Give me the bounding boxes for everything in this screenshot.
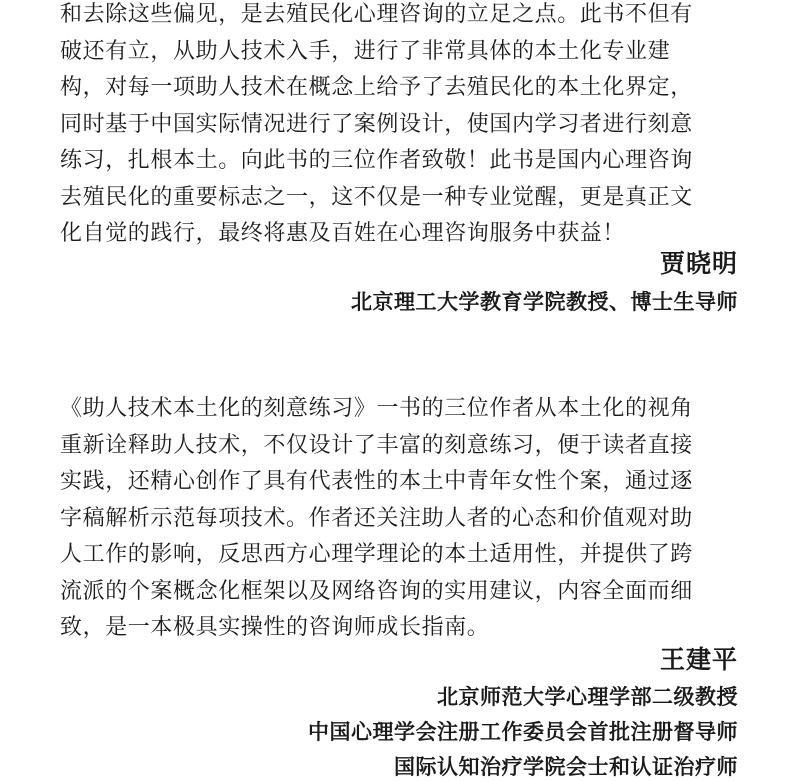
endorsement-2-line: 《助人技术本土化的刻意练习》一书的三位作者从本土化的视角 <box>60 396 693 421</box>
endorsement-2-line: 实践，还精心创作了具有代表性的本土中青年女性个案，通过逐 <box>60 469 693 494</box>
endorsement-2-line: 致，是一本极具实操性的咨询师成长指南。 <box>60 615 490 640</box>
endorsement-2-author-title: 北京师范大学心理学部二级教授 <box>437 685 738 709</box>
endorsement-1-text <box>60 0 740 253</box>
endorsement-2-author: 王建平 <box>659 645 738 674</box>
endorsement-2-line: 重新诠释助人技术，不仅设计了丰富的刻意练习，便于读者直接 <box>60 432 693 458</box>
endorsement-2-line: 字稿解析示范每项技术。作者还关注助人者的心态和价值观对助 <box>60 505 693 531</box>
endorsement-1-line: 去殖民化的重要标志之一，这不仅是一种专业觉醒，更是真正文 <box>60 184 693 210</box>
endorsement-2-author-title: 中国心理学会注册工作委员会首批注册督导师 <box>308 720 738 744</box>
endorsement-1-line: 破还有立，从助人技术入手，进行了非常具体的本土化专业建 <box>60 38 671 64</box>
endorsement-2-author-title: 国际认知治疗学院会士和认证治疗师 <box>394 755 738 779</box>
endorsement-1-line: 同时基于中国实际情况进行了案例设计，使国内学习者进行刻意 <box>60 111 693 137</box>
endorsement-2-line: 人工作的影响，反思西方心理学理论的本土适用性，并提供了跨 <box>60 542 693 567</box>
endorsement-1-author: 贾晓明 <box>659 249 738 278</box>
endorsement-2-text <box>60 391 740 647</box>
endorsement-1-line: 和去除这些偏见，是去殖民化心理咨询的立足之点。此书不但有 <box>60 2 693 27</box>
endorsement-1-line: 练习，扎根本土。向此书的三位作者致敬！此书是国内心理咨询 <box>60 148 693 173</box>
endorsement-1-line: 化自觉的践行，最终将惠及百姓在心理咨询服务中获益！ <box>60 221 626 246</box>
endorsement-1-line: 构，对每一项助人技术在概念上给予了去殖民化的本土化界定， <box>60 75 693 100</box>
endorsement-2-line: 流派的个案概念化框架以及网络咨询的实用建议，内容全面而细 <box>60 578 693 604</box>
endorsement-1-author-title: 北京理工大学教育学院教授、博士生导师 <box>351 290 738 314</box>
